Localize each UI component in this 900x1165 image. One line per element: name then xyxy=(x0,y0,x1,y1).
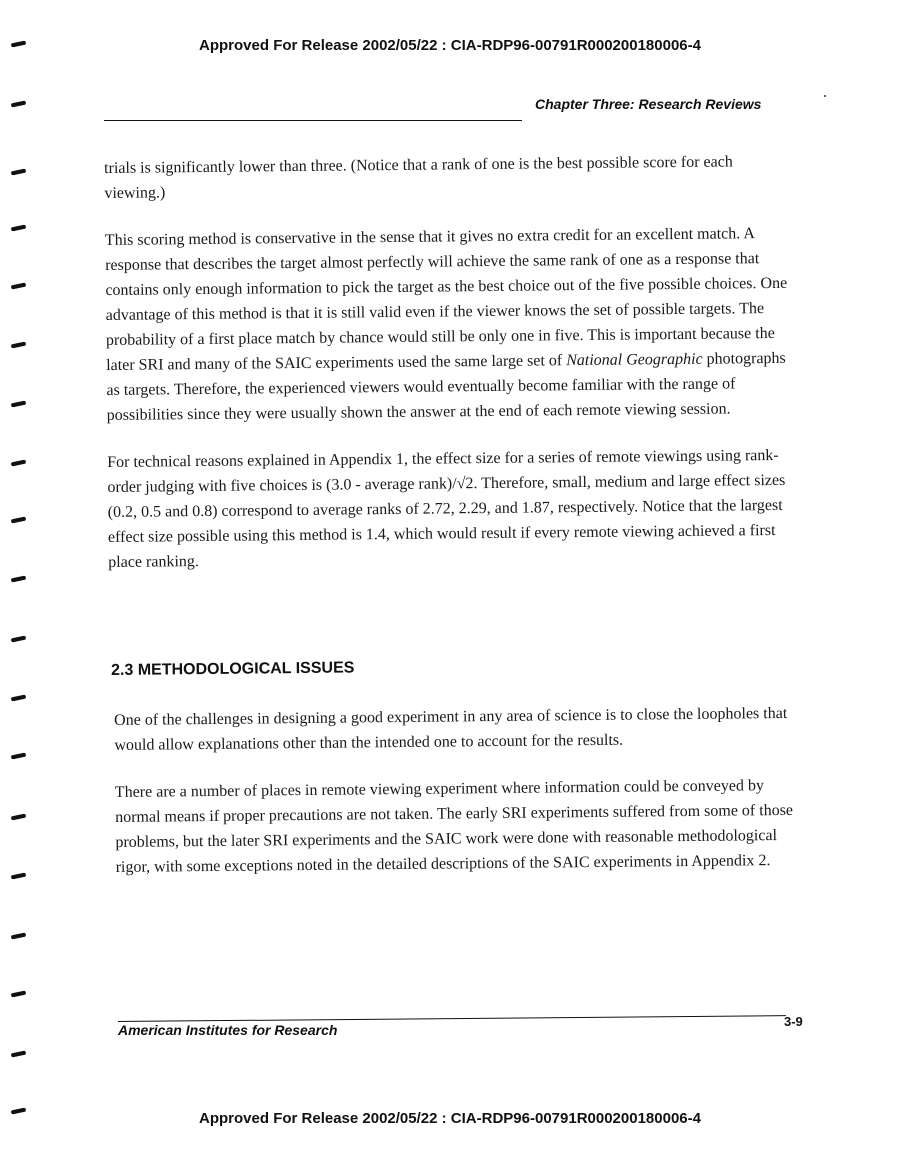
footer-organization: American Institutes for Research xyxy=(118,1022,338,1038)
paragraph-2-part-a: This scoring method is conservative in the sense that it gives no extra credit for an excellent match. A response that describes the target almost perfectly will achieve the same rank of one as a response that contains only enough information to pick the target as the best choice out of the five possible choices. One advantage of this method is that it is still valid even if the viewer knows the set of possible targets. The probability of a first place match by chance would still be only one in five. This is important because the later SRI and many of the SAIC experiments used the same large set of xyxy=(104,225,788,374)
binder-mark xyxy=(11,575,27,582)
paragraph-3: For technical reasons explained in Appendix 1, the effect size for a series of remote viewings using rank-order judging with five choices is (3.0 - average rank)/√2. Therefore, small, medium and large effect sizes (0.2, 0.5 and 0.8) correspond to average ranks of 2.72, 2.29, and 1.87, respectively. Notice that the largest effect size possible using this method is 1.4, which would result if every remote viewing achieved a first place ranking. xyxy=(107,446,786,571)
paragraph-5: There are a number of places in remote viewing experiment where information could be conveyed by normal means if proper precautions are not taken. The early SRI experiments suffered from some of those problems, but the later SRI experiments and the SAIC work were done with reasonable methodological rigor, with some exceptions noted in the detailed descriptions of the SAIC experiments in Appendix 2. xyxy=(114,777,794,876)
paragraph-1: trials is significantly lower than three. (Notice that a rank of one is the best possible score for each viewing.) xyxy=(104,153,733,202)
page-number: 3-9 xyxy=(784,1014,803,1029)
binder-mark xyxy=(11,813,27,820)
binder-mark xyxy=(11,932,27,939)
binder-mark xyxy=(11,168,27,175)
binder-mark xyxy=(11,752,27,759)
binder-mark xyxy=(11,459,27,466)
binder-mark xyxy=(11,100,27,107)
paragraph-4: One of the challenges in designing a good experiment in any area of science is to close the loopholes that would allow explanations other than the intended one to account for the results. xyxy=(114,704,788,754)
binder-mark xyxy=(11,400,27,407)
release-stamp-bottom: Approved For Release 2002/05/22 : CIA-RDP96-00791R000200180006-4 xyxy=(199,1110,701,1127)
paragraph-2 xyxy=(105,221,797,428)
binder-mark xyxy=(11,635,27,642)
binder-mark xyxy=(11,516,27,523)
binder-mark xyxy=(11,872,27,879)
binder-mark xyxy=(11,694,27,701)
release-stamp-top: Approved For Release 2002/05/22 : CIA-RDP96-00791R000200180006-4 xyxy=(199,37,701,54)
binder-mark xyxy=(11,990,27,997)
binder-mark xyxy=(11,1050,27,1057)
header-rule xyxy=(104,120,522,121)
paragraph-2-part-b: photographs as targets. Therefore, the experienced viewers would eventually become familiar with the range of possibilities since they were usually shown the answer at the end of each remote viewing session. xyxy=(106,349,786,424)
paragraph-2-italic: National Geographic xyxy=(566,350,703,370)
body-text-block-1 xyxy=(104,149,799,597)
binder-mark xyxy=(11,224,27,231)
section-heading: 2.3 METHODOLOGICAL ISSUES xyxy=(111,659,355,679)
chapter-title: Chapter Three: Research Reviews xyxy=(535,96,762,112)
body-text-block-2 xyxy=(114,701,804,902)
footer-rule xyxy=(118,1015,786,1022)
scan-speck xyxy=(824,95,826,97)
binder-mark xyxy=(11,282,27,289)
binder-mark xyxy=(11,341,27,348)
